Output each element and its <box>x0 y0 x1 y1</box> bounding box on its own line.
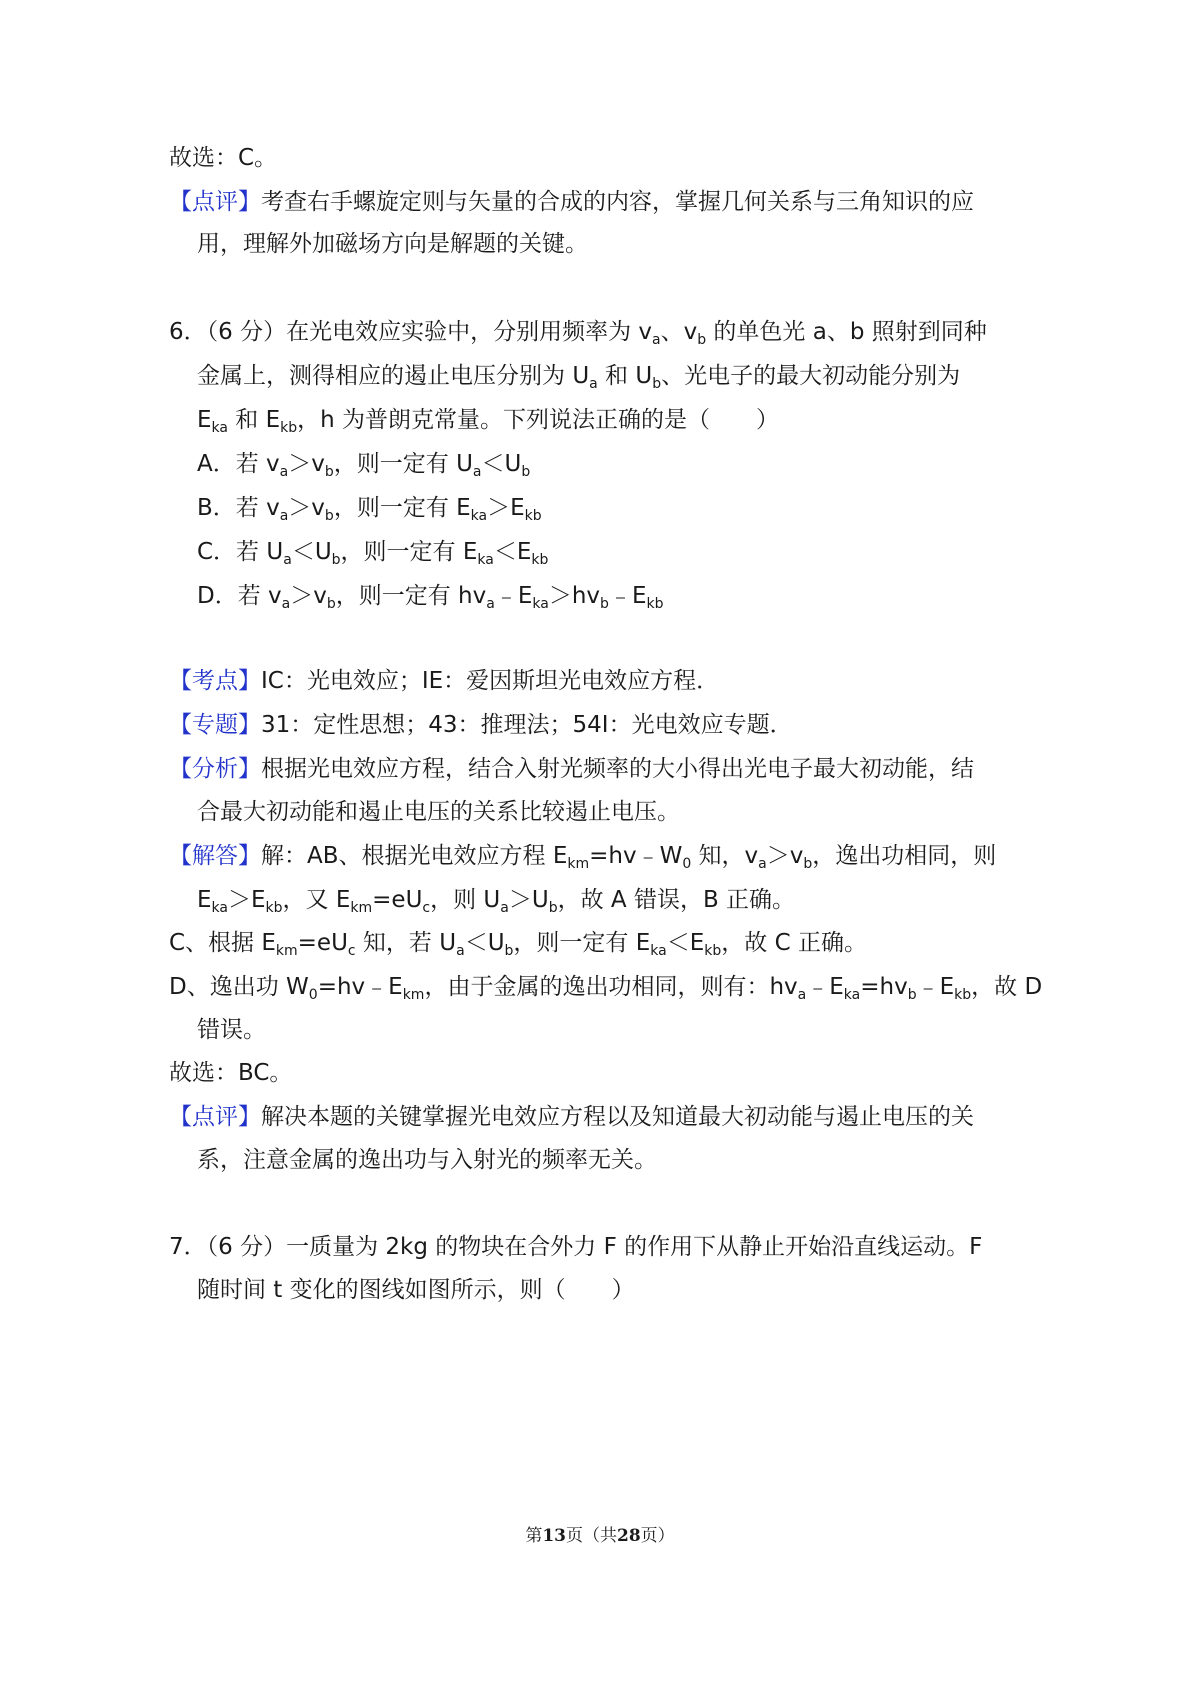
q6-stem-line2-b: 和 <box>597 363 636 389</box>
prev-answer: 故选：C。 <box>169 145 278 171</box>
q6-comment-line2: 系，注意金属的逸出功与入射光的频率无关。 <box>197 1147 657 1173</box>
q6-comment-line1 <box>169 1102 974 1132</box>
q6-jieda-d-line2: 错误。 <box>197 1017 266 1043</box>
q6-fenxi-line1 <box>169 754 974 784</box>
q6-jieda-d-line1: D、逸出功 $W_0=hv﹣E_{km}$，由于金属的逸出功相同，则有：$hv_a﹣E_{ka}=hv_b﹣E_{kb}$，故 D <box>169 974 1043 1003</box>
q6-jieda-line2: $E_{ka}>E_{kb}$，又 $E_{km}=eU_c$，则 $U_a>U_b$，故 A 错误，B 正确。 <box>197 887 796 916</box>
prev-comment-line1 <box>169 187 974 217</box>
jieda-tag: 【解答】 <box>169 843 261 869</box>
q6-option-d: D．若 $v_a>v_b$，则一定有 $hv_a﹣E_{ka}>hv_b﹣E_{kb}$ <box>197 583 664 612</box>
q6-stem-line2: 金属上，测得相应的遏止电压分别为 $U_a$ 和 $U_b$、光电子的最大初动能分别为 <box>197 363 961 392</box>
total-pages: 28 <box>617 1526 641 1546</box>
comment-tag: 【点评】 <box>169 189 261 215</box>
q6-option-a: A．若 $v_a>v_b$，则一定有 $U_a<U_b$ <box>197 451 531 480</box>
comment-text: 解决本题的关键掌握光电效应方程以及知道最大初动能与遏止电压的关 <box>261 1104 974 1130</box>
zhuanti-text: 31：定性思想；43：推理法；54I：光电效应专题． <box>261 712 793 738</box>
zhuanti-tag: 【专题】 <box>169 712 261 738</box>
page-number: 13 <box>542 1526 566 1546</box>
q7-stem-line1: 7．（6 分）一质量为 2kg 的物块在合外力 F 的作用下从静止开始沿直线运动。F <box>169 1234 983 1260</box>
prev-comment-line2: 用，理解外加磁场方向是解题的关键。 <box>197 231 588 257</box>
q6-option-c: C．若 $U_a<U_b$，则一定有 $E_{ka}<E_{kb}$ <box>197 539 549 568</box>
q6-kaodian <box>169 666 719 696</box>
footer-prefix: 第 <box>525 1526 543 1546</box>
q6-answer: 故选：BC。 <box>169 1060 293 1086</box>
comment-text: 考查右手螺旋定则与矢量的合成的内容，掌握几何关系与三角知识的应 <box>261 189 974 215</box>
comment-tag: 【点评】 <box>169 1104 261 1130</box>
q6-stem-line2-c: 、光电子的最大初动能分别为 <box>661 363 961 389</box>
q6-stem-prefix: 6．（6 分）在光电效应实验中，分别用频率为 <box>169 319 639 345</box>
kaodian-tag: 【考点】 <box>169 668 261 694</box>
q6-jieda-c: C、根据 $E_{km}=eU_c$ 知，若 $U_a<U_b$，则一定有 $E_{ka}<E_{kb}$，故 C 正确。 <box>169 930 867 959</box>
fenxi-text: 根据光电效应方程，结合入射光频率的大小得出光电子最大初动能，结 <box>261 756 974 782</box>
q7-stem-line2: 随时间 t 变化的图线如图所示，则（ ） <box>197 1277 635 1303</box>
q6-stem-line3: $E_{ka}$ 和 $E_{kb}$，h 为普朗克常量。下列说法正确的是（ ） <box>197 407 780 436</box>
q6-zhuanti <box>169 710 793 740</box>
kaodian-text: IC：光电效应；IE：爱因斯坦光电效应方程． <box>261 668 720 694</box>
page-footer <box>0 1521 1200 1546</box>
q6-stem-line3-tail: ，h 为普朗克常量。下列说法正确的是（ ） <box>297 407 780 433</box>
footer-middle: 页（共 <box>566 1526 617 1546</box>
q6-jieda-line1: 【解答】解：AB、根据光电效应方程 $E_{km}=hv﹣W_0$ 知，$v_a>v_b$，逸出功相同，则 <box>169 843 997 872</box>
q6-stem-line1: 6．（6 分）在光电效应实验中，分别用频率为 $v_a$、$v_b$ 的单色光 a、b 照射到同种 <box>169 319 987 348</box>
footer-suffix: 页） <box>640 1526 675 1546</box>
q6-option-b: B．若 $v_a>v_b$，则一定有 $E_{ka}>E_{kb}$ <box>197 495 542 524</box>
q6-fenxi-line2: 合最大初动能和遏止电压的关系比较遏止电压。 <box>197 799 680 825</box>
fenxi-tag: 【分析】 <box>169 756 261 782</box>
q6-stem-line2-a: 金属上，测得相应的遏止电压分别为 <box>197 363 573 389</box>
q6-stem-mid: 的单色光 a、b 照射到同种 <box>706 319 987 345</box>
